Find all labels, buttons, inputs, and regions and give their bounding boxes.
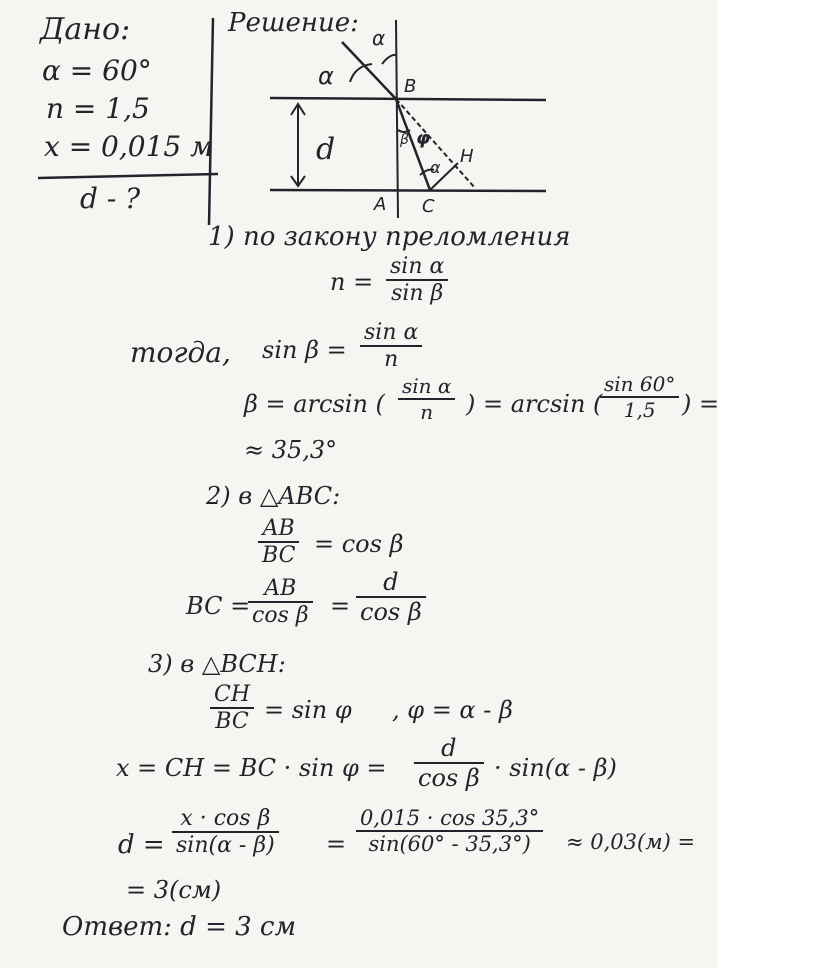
- eq4-fraction: [258, 516, 299, 568]
- eq5-denominator2: cos β: [360, 598, 422, 626]
- eq5-fraction1: [248, 576, 313, 628]
- eq3-mid: ) = arcsin (: [466, 390, 603, 418]
- given-n: n = 1,5: [46, 92, 150, 125]
- label-alpha-inner: α: [430, 158, 441, 177]
- step2-title: 2) в △ABC:: [206, 482, 341, 510]
- eq8-eq: =: [326, 830, 347, 858]
- eq5-fraction2: [356, 568, 426, 626]
- then-word: тогда,: [130, 336, 231, 369]
- label-point-c: C: [422, 196, 435, 217]
- eq3-result: ≈ 35,3°: [244, 436, 338, 464]
- eq4-denominator: BC: [262, 543, 296, 568]
- incident-ray: [342, 42, 396, 99]
- eq3-end: ) =: [682, 390, 720, 418]
- eq5-lhs: BC =: [186, 592, 251, 620]
- given-header: Дано:: [40, 12, 131, 47]
- eq3-fraction1: [398, 374, 455, 424]
- eq8-denominator2: sin(60° - 35,3°): [368, 832, 531, 856]
- eq4-rhs: = cos β: [314, 530, 404, 558]
- label-point-h: H: [460, 146, 474, 167]
- step3-title: 3) в △BCH:: [148, 650, 286, 678]
- eq8-approx: ≈ 0,03(м) =: [566, 830, 696, 854]
- eq6-rhs: = sin φ: [264, 696, 352, 724]
- eq7-fraction: [414, 734, 484, 792]
- normal-line: [396, 20, 398, 218]
- given-alpha: α = 60°: [42, 54, 152, 87]
- given-x: x = 0,015 м: [44, 130, 214, 163]
- plate-bottom-line: [270, 190, 546, 191]
- eq5-eq: =: [330, 592, 351, 620]
- eq3-numerator2: sin 60°: [600, 372, 679, 398]
- eq8-fraction2: [356, 806, 543, 856]
- given-divider-horizontal: [38, 174, 218, 178]
- label-thickness: d: [316, 132, 336, 167]
- eq5-numerator: AB: [248, 576, 313, 603]
- given-find: d - ?: [80, 182, 141, 215]
- eq8-lhs: d =: [118, 830, 165, 860]
- plate-top-line: [270, 98, 546, 100]
- eq1-fraction: [386, 254, 448, 306]
- eq3-fraction2: [600, 372, 679, 422]
- eq2-lhs: sin β =: [262, 336, 347, 364]
- eq8-numerator2: 0,015 · cos 35,3°: [356, 806, 543, 832]
- eq6-phi: , φ = α - β: [392, 696, 513, 724]
- eq3-denominator2: 1,5: [623, 398, 656, 422]
- eq4-numerator: AB: [258, 516, 299, 543]
- eq6-fraction: [210, 682, 254, 734]
- eq2-denominator: n: [384, 347, 399, 372]
- angle-arc-alpha-top: [382, 55, 396, 64]
- eq2-numerator: sin α: [360, 320, 422, 347]
- label-alpha-top: α: [372, 26, 386, 50]
- eq8-result: = 3(см): [126, 876, 222, 904]
- eq7-lhs: x = CH = BC · sin φ =: [116, 754, 387, 782]
- label-point-b: B: [404, 76, 417, 97]
- eq6-numerator: CH: [210, 682, 254, 709]
- label-beta: β: [400, 132, 409, 148]
- eq5-numerator2: d: [356, 568, 426, 598]
- eq2-fraction: [360, 320, 422, 372]
- eq5-denominator: cos β: [252, 603, 309, 628]
- label-phi: φ: [416, 128, 431, 149]
- eq6-denominator: BC: [215, 709, 249, 734]
- eq1-numerator: sin α: [386, 254, 448, 281]
- eq1-denominator: sin β: [391, 281, 444, 306]
- step1-title: 1) по закону преломления: [208, 222, 571, 252]
- eq1-lhs: n =: [330, 268, 374, 296]
- label-alpha-left: α: [318, 62, 334, 90]
- label-point-a: A: [374, 194, 387, 215]
- eq3-lhs: β = arcsin (: [244, 390, 385, 418]
- eq3-denominator: n: [420, 400, 434, 424]
- eq7-rhs: · sin(α - β): [494, 754, 617, 782]
- eq8-fraction1: [172, 806, 279, 858]
- eq7-denominator: cos β: [418, 764, 480, 792]
- eq7-numerator: d: [414, 734, 484, 764]
- given-divider-vertical: [209, 18, 213, 225]
- answer: Ответ: d = 3 см: [62, 912, 297, 942]
- solution-header: Решение:: [228, 8, 359, 38]
- eq8-denominator: sin(α - β): [176, 833, 275, 858]
- eq8-numerator: x · cos β: [172, 806, 279, 833]
- angle-arc-alpha-left: [350, 64, 372, 82]
- eq3-numerator: sin α: [398, 374, 455, 400]
